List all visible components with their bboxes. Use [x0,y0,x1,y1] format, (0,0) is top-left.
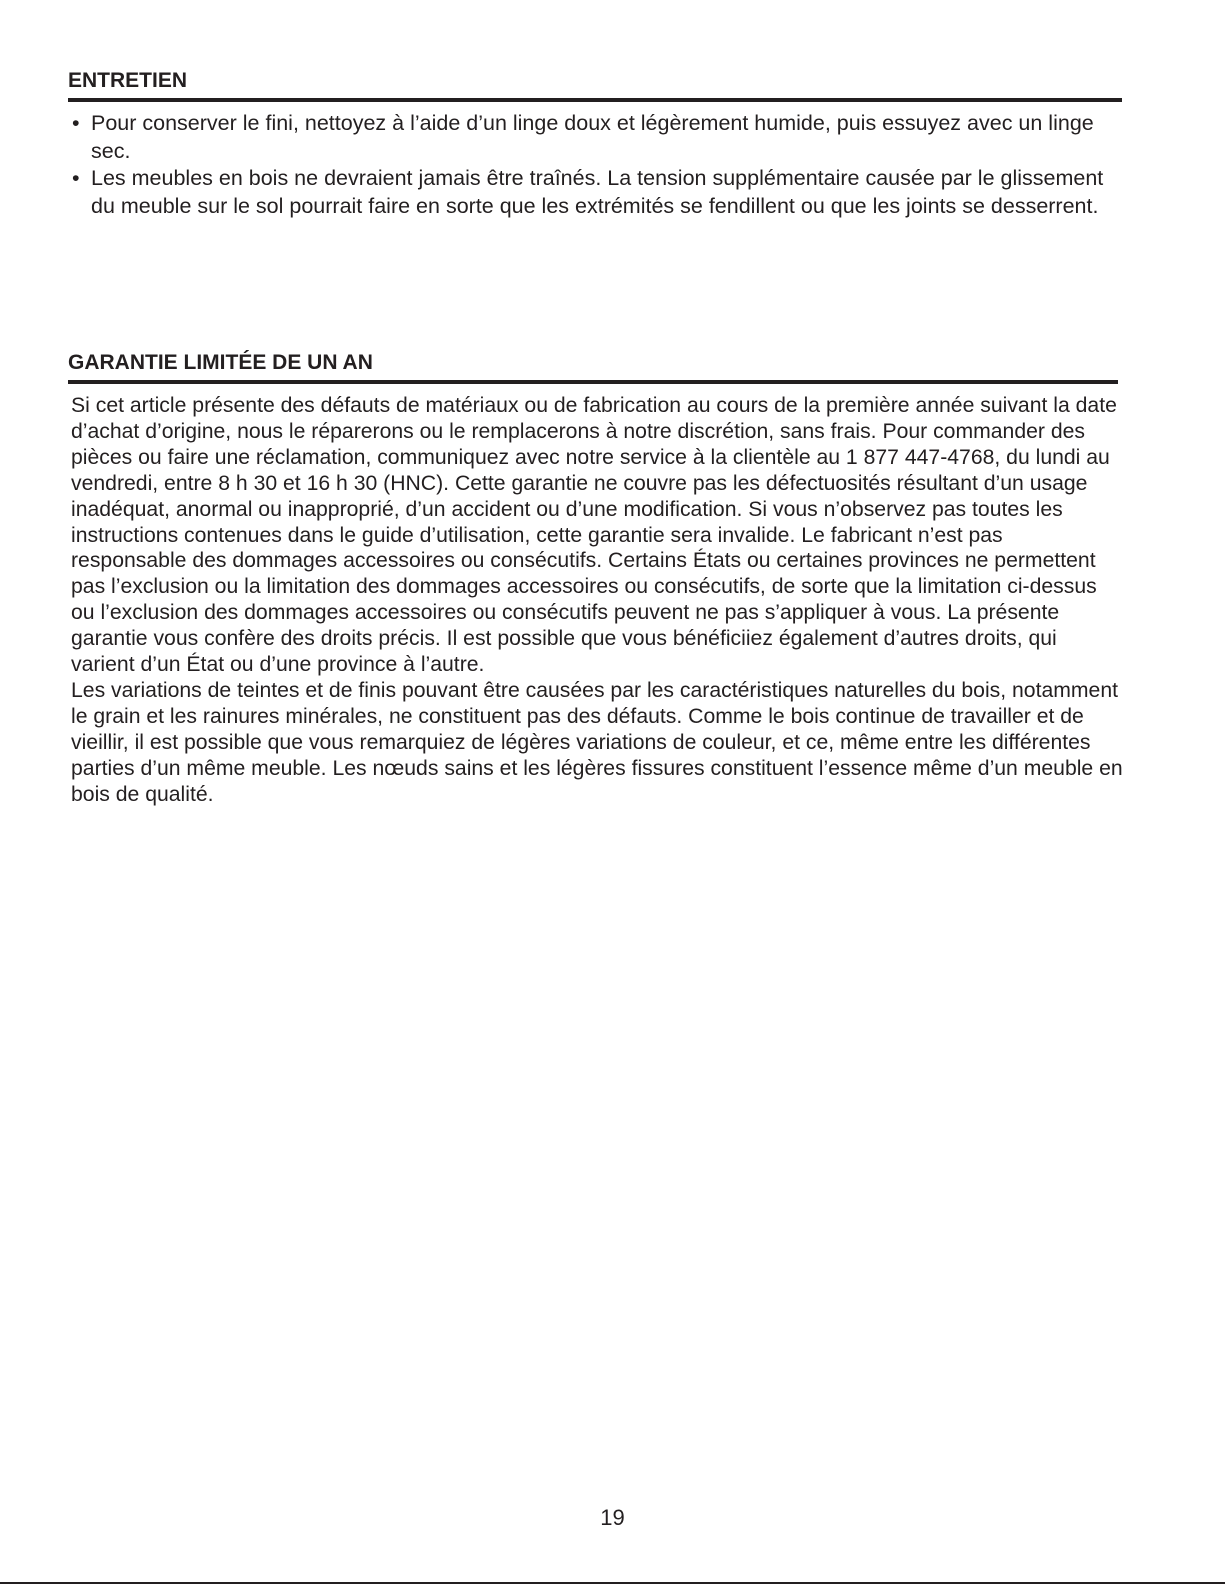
list-item-text: Les meubles en bois ne devraient jamais être traînés. La tension supplémentaire causée par le glissement du meuble sur le sol pourrait faire en sorte que les extrémités se fendillent ou que les joints se desserrent. [91,166,1104,218]
list-item-text: Pour conserver le fini, nettoyez à l’aide d’un linge doux et légèrement humide, puis essuyez avec un linge sec. [91,111,1094,163]
section-title-entretien: ENTRETIEN [68,68,1122,102]
list-item [72,110,1122,165]
section-entretien [68,68,1122,220]
bottom-divider [0,1582,1225,1584]
bullet-icon: • [72,111,80,135]
section-title-garantie: GARANTIE LIMITÉE DE UN AN [68,350,1118,384]
bullet-list-entretien [68,110,1122,220]
wood-variation-paragraph: Les variations de teintes et de finis pouvant être causées par les caractéristiques naturelles du bois, notamment le grain et les rainures minérales, ne constituent pas des défauts. Comme le bois continue de travailler et de vieillir, il est possible que vous remarquiez de légères variations de couleur, et ce, même entre les différentes parties d’un même meuble. Les nœuds sains et les légères fissures constituent l’essence même d’un meuble en bois de qualité. [71,678,1123,806]
section-garantie [68,350,1123,808]
list-item [72,165,1122,220]
bullet-icon: • [72,166,80,190]
page-number: 19 [600,1505,625,1530]
warranty-paragraph: Si cet article présente des défauts de matériaux ou de fabrication au cours de la première année suivant la date d’achat d’origine, nous le réparerons ou le remplacerons à notre discrétion, sans frais. Pour commander des pièces ou faire une réclamation, communiquez avec notre service à la clientèle au 1 877 447-4768, du lundi au vendredi, entre 8 h 30 et 16 h 30 (HNC). Cette garantie ne couvre pas les défectuosités résultant d’un usage inadéquat, anormal ou inapproprié, d’un accident ou d’une modification. Si vous n’observez pas toutes les instructions contenues dans le guide d’utilisation, cette garantie sera invalide. Le fabricant n’est pas responsable des dommages accessoires ou consécutifs. Certains États ou certaines provinces ne permettent pas l’exclusion ou la limitation des dommages accessoires ou consécutifs, de sorte que la limitation ci-dessus ou l’exclusion des dommages accessoires ou consécutifs peuvent ne pas s’appliquer à vous. La présente garantie vous confère des droits précis. Il est possible que vous bénéficiiez également d’autres droits, qui varient d’un État ou d’une province à l’autre. [71,394,1117,677]
